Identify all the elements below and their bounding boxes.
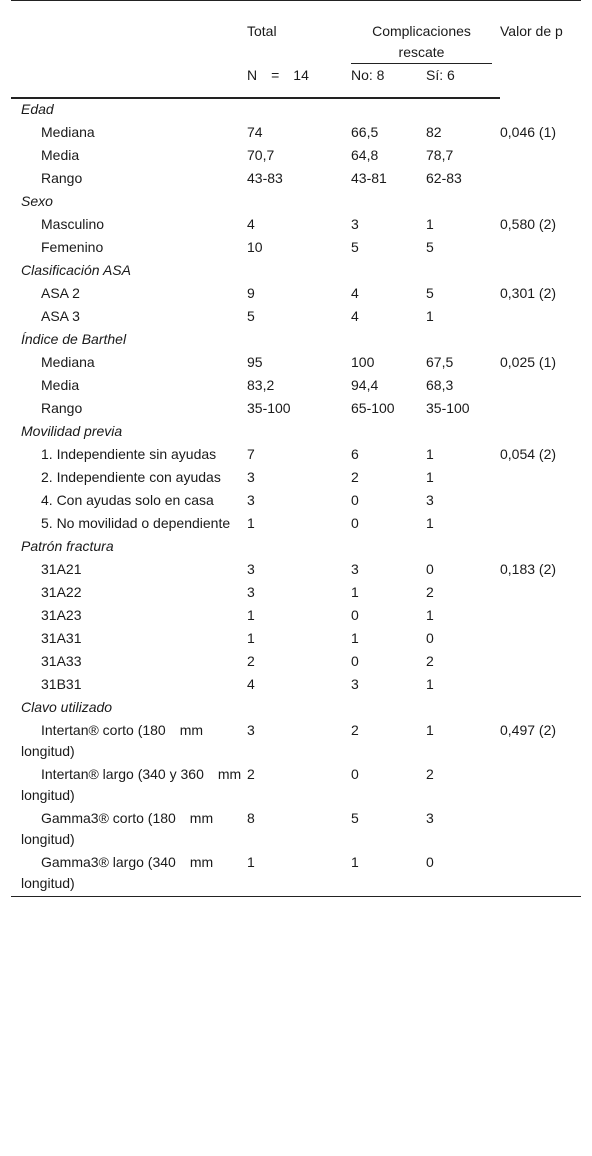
cell-si: 68,3 [426, 377, 454, 393]
cell-no: 66,5 [351, 124, 379, 140]
cell-p: 0,497 (2) [500, 722, 557, 738]
cell-label: Gamma3® corto (180 mm longitud) [21, 810, 214, 847]
cell-no: 3 [351, 561, 359, 577]
data-table [11, 0, 581, 897]
cell-si: 0 [426, 852, 500, 897]
cell-label: Gamma3® largo (340 mm longitud) [11, 852, 247, 897]
cell-si: 3 [426, 492, 434, 508]
cell-p [500, 651, 581, 674]
cell-total: 1 [247, 515, 255, 531]
table-header [11, 1, 581, 99]
cell-p: 0,183 (2) [500, 561, 557, 577]
cell-label: ASA 2 [41, 285, 80, 301]
cell-p [500, 808, 581, 852]
cell-total: 3 [247, 584, 255, 600]
cell-label: 31A22 [41, 584, 82, 600]
table-row [11, 145, 581, 168]
cell-label: 31B31 [41, 676, 82, 692]
cell-si: 1 [426, 515, 434, 531]
cell-si: 2 [426, 766, 434, 782]
cell-si: 5 [426, 239, 434, 255]
cell-p [500, 628, 581, 651]
section-title: Patrón fractura [21, 538, 114, 554]
cell-p [500, 674, 581, 697]
table-row [11, 720, 581, 764]
cell-label: Masculino [41, 216, 105, 232]
table-row [11, 513, 581, 536]
cell-label: 31A23 [41, 607, 82, 623]
cell-label: Femenino [41, 239, 104, 255]
table-row [11, 559, 581, 582]
cell-no: 1 [351, 584, 359, 600]
cell-no: 4 [351, 285, 359, 301]
cell-total: 2 [247, 653, 255, 669]
cell-label: Rango [41, 400, 83, 416]
cell-no: 1 [351, 852, 426, 897]
cell-p: 0,046 (1) [500, 124, 557, 140]
cell-p [500, 145, 581, 168]
cell-si: 3 [426, 810, 434, 826]
cell-label: Mediana [41, 354, 95, 370]
cell-total: 74 [247, 124, 263, 140]
table-row [11, 237, 581, 260]
cell-p [500, 582, 581, 605]
table-row [11, 582, 581, 605]
cell-p [500, 605, 581, 628]
section-title: Edad [21, 101, 54, 117]
cell-si: 5 [426, 285, 434, 301]
cell-si: 2 [426, 653, 434, 669]
cell-si: 1 [426, 308, 434, 324]
cell-p: 0,301 (2) [500, 285, 557, 301]
cell-si: 82 [426, 124, 442, 140]
cell-p [500, 852, 581, 897]
header-n: N = 14 [247, 65, 351, 98]
cell-label: Rango [41, 170, 83, 186]
cell-no: 3 [351, 676, 359, 692]
cell-p [500, 375, 581, 398]
cell-si: 62-83 [426, 170, 462, 186]
table-row [11, 852, 581, 897]
table-row [11, 467, 581, 490]
cell-p [500, 764, 581, 808]
cell-label: Media [41, 377, 80, 393]
cell-total: 3 [247, 561, 255, 577]
cell-si: 2 [426, 584, 434, 600]
header-pvalue: Valor de p [500, 1, 581, 99]
cell-no: 100 [351, 354, 375, 370]
cell-p [500, 490, 581, 513]
cell-no: 0 [351, 607, 359, 623]
table-row [11, 352, 581, 375]
cell-total: 8 [247, 810, 255, 826]
header-si: Sí: 6 [426, 65, 500, 98]
cell-label: 4. Con ayudas solo en casa [41, 492, 214, 508]
cell-si: 1 [426, 676, 434, 692]
cell-no: 0 [351, 492, 359, 508]
cell-p [500, 398, 581, 421]
cell-total: 4 [247, 216, 255, 232]
cell-si: 35-100 [426, 400, 470, 416]
cell-p [500, 168, 581, 191]
section-row [11, 421, 581, 444]
cell-no: 3 [351, 216, 359, 232]
cell-total: 1 [247, 852, 351, 897]
section-title: Movilidad previa [21, 423, 123, 439]
table-body [11, 98, 581, 897]
cell-p [500, 513, 581, 536]
table-row [11, 283, 581, 306]
cell-total: 5 [247, 308, 255, 324]
cell-no: 1 [351, 630, 359, 646]
section-title: Índice de Barthel [21, 331, 127, 347]
cell-no: 4 [351, 308, 359, 324]
table-row [11, 375, 581, 398]
cell-label: 1. Independiente sin ayudas [41, 446, 217, 462]
cell-label: Mediana [41, 124, 95, 140]
table-row [11, 674, 581, 697]
cell-p [500, 306, 581, 329]
section-row [11, 536, 581, 559]
cell-no: 94,4 [351, 377, 379, 393]
cell-p: 0,580 (2) [500, 216, 557, 232]
section-row [11, 260, 581, 283]
cell-total: 2 [247, 766, 255, 782]
cell-label: 5. No movilidad o dependiente [41, 515, 231, 531]
cell-total: 83,2 [247, 377, 275, 393]
cell-total: 7 [247, 446, 255, 462]
cell-label: ASA 3 [41, 308, 80, 324]
cell-total: 1 [247, 630, 255, 646]
cell-no: 65-100 [351, 400, 395, 416]
cell-si: 1 [426, 607, 434, 623]
cell-label: Intertan® largo (340 y 360 mm longitud) [21, 766, 242, 803]
cell-p: 0,054 (2) [500, 446, 557, 462]
cell-total: 35-100 [247, 400, 291, 416]
cell-si: 0 [426, 561, 434, 577]
cell-label: Media [41, 147, 80, 163]
cell-no: 2 [351, 469, 359, 485]
table-row [11, 306, 581, 329]
cell-total: 10 [247, 239, 263, 255]
cell-no: 2 [351, 722, 359, 738]
cell-no: 0 [351, 766, 359, 782]
cell-si: 1 [426, 446, 434, 462]
table-row [11, 214, 581, 237]
cell-total: 3 [247, 492, 255, 508]
header-no: No: 8 [351, 65, 426, 98]
cell-total: 9 [247, 285, 255, 301]
section-row [11, 191, 581, 214]
header-total: Total [247, 1, 351, 66]
cell-total: 4 [247, 676, 255, 692]
table-row [11, 808, 581, 852]
section-title: Clavo utilizado [21, 699, 113, 715]
cell-total: 1 [247, 607, 255, 623]
cell-total: 3 [247, 469, 255, 485]
cell-si: 67,5 [426, 354, 454, 370]
table-row [11, 444, 581, 467]
cell-no: 64,8 [351, 147, 379, 163]
table-row [11, 651, 581, 674]
cell-total: 95 [247, 354, 263, 370]
section-title: Clasificación ASA [21, 262, 131, 278]
section-row [11, 98, 581, 122]
cell-si: 1 [426, 469, 434, 485]
cell-label: 31A21 [41, 561, 82, 577]
table-row [11, 605, 581, 628]
cell-si: 78,7 [426, 147, 454, 163]
cell-total: 70,7 [247, 147, 275, 163]
cell-label: Intertan® corto (180 mm longitud) [21, 722, 204, 759]
cell-p [500, 237, 581, 260]
cell-label: 2. Independiente con ayudas [41, 469, 221, 485]
table-row [11, 490, 581, 513]
section-title: Sexo [21, 193, 53, 209]
table-row [11, 398, 581, 421]
cell-si: 0 [426, 630, 434, 646]
header-empty-cell [11, 1, 247, 66]
section-row [11, 329, 581, 352]
cell-no: 0 [351, 653, 359, 669]
cell-no: 43-81 [351, 170, 387, 186]
header-complications: Complicaciones rescate [351, 21, 492, 64]
table-row [11, 168, 581, 191]
cell-no: 5 [351, 810, 359, 826]
cell-total: 43-83 [247, 170, 283, 186]
section-row [11, 697, 581, 720]
cell-no: 6 [351, 446, 359, 462]
cell-no: 0 [351, 515, 359, 531]
header-empty-cell-2 [11, 65, 247, 98]
cell-total: 3 [247, 722, 255, 738]
cell-p [500, 467, 581, 490]
cell-label: 31A31 [41, 630, 82, 646]
table-row [11, 764, 581, 808]
cell-no: 5 [351, 239, 359, 255]
cell-label: 31A33 [41, 653, 82, 669]
header-complications-cell [351, 1, 500, 66]
cell-si: 1 [426, 722, 434, 738]
cell-p: 0,025 (1) [500, 354, 557, 370]
table-row [11, 122, 581, 145]
table-row [11, 628, 581, 651]
table-container [11, 0, 581, 897]
cell-si: 1 [426, 216, 434, 232]
